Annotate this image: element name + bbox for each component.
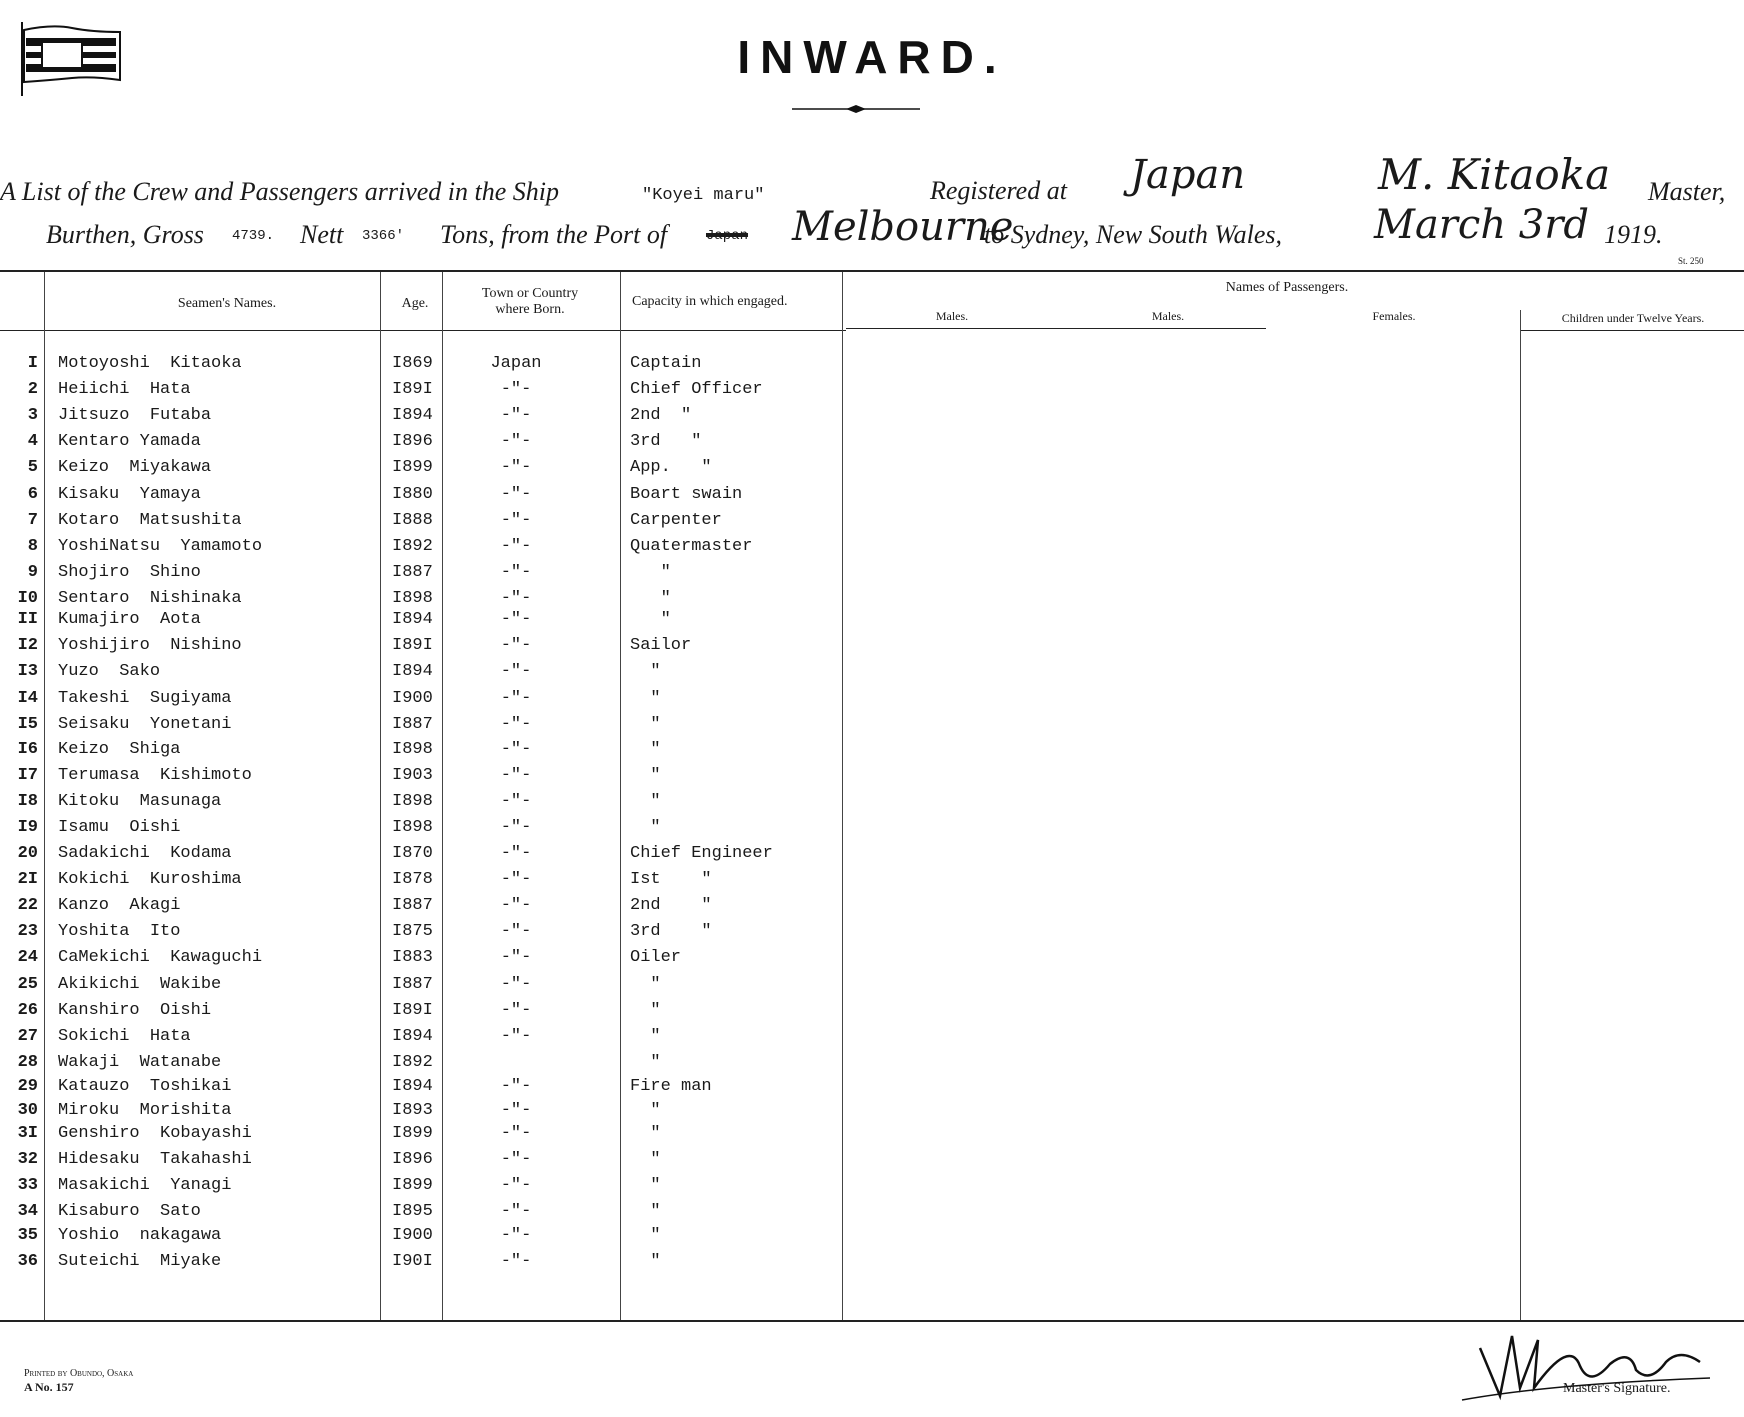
crew-capacity: App. " [630,458,712,477]
crew-capacity: Carpenter [630,511,722,530]
burthen-label: Burthen, Gross [46,220,204,249]
crew-number: I2 [17,636,38,655]
col-children: Children under Twelve Years. [1561,311,1705,325]
arrival-year: 1919. [1604,220,1663,249]
crew-birth-year: I893 [392,1101,433,1120]
col-capacity: Capacity in which engaged. [632,294,788,309]
nett-label: Nett [300,220,344,249]
crew-birth-year: I896 [392,432,433,451]
crew-capacity: Chief Officer [630,380,763,399]
crew-name: Seisaku Yonetani [58,715,232,734]
crew-name: Sadakichi Kodama [58,844,232,863]
crew-birthplace: -"- [500,1124,532,1143]
crew-name: Masakichi Yanagi [58,1176,232,1195]
crew-number: 29 [17,1077,38,1096]
col-rule-4 [620,272,621,1320]
crew-name: Kanshiro Oishi [58,1001,212,1020]
crew-capacity: Ist " [630,870,712,889]
crew-capacity: " [630,1001,661,1020]
crew-number: 36 [17,1252,38,1271]
crew-birth-year: I878 [392,870,433,889]
col-rule-6 [1520,310,1521,1320]
crew-capacity: " [630,589,671,608]
crew-birthplace: -"- [500,1150,532,1169]
crew-birth-year: I892 [392,537,433,556]
crew-name: Suteichi Miyake [58,1252,222,1271]
nett-tons: 3366' [362,228,405,244]
crew-number: 7 [27,511,38,530]
crew-capacity: Boart swain [630,485,743,504]
crew-birthplace: -"- [500,563,532,582]
crew-name: Wakaji Watanabe [58,1053,222,1072]
crew-name: Isamu Oishi [58,818,181,837]
crew-birth-year: I894 [392,610,433,629]
crew-number: I [27,354,38,373]
crew-capacity: " [630,792,661,811]
col-seamen-names: Seamen's Names. [177,296,277,311]
crew-number: 3I [17,1124,38,1143]
crew-number: 25 [17,975,38,994]
crew-number: I0 [17,589,38,608]
crew-birthplace: -"- [500,1252,532,1271]
crew-birth-year: I900 [392,1226,433,1245]
master-name: M. Kitaoka [1378,150,1611,199]
crew-name: Hidesaku Takahashi [58,1150,252,1169]
crew-capacity: Sailor [630,636,692,655]
crew-name: Terumasa Kishimoto [58,766,252,785]
crew-birth-year: I898 [392,818,433,837]
header-line1-prefix: A List of the Crew and Passengers arrived in the Ship [0,177,559,206]
crew-birth-year: I89I [392,636,433,655]
crew-birth-year: I894 [392,662,433,681]
crew-birth-year: I870 [392,844,433,863]
crew-birth-year: I89I [392,1001,433,1020]
crew-name: Miroku Morishita [58,1101,232,1120]
header-top-rule [0,270,1744,272]
crew-capacity: " [630,715,661,734]
registered-label: Registered at [930,176,1067,205]
col-rule-5 [842,272,843,1320]
crew-number: 2I [17,870,38,889]
crew-birthplace: -"- [500,1202,532,1221]
crew-number: 8 [27,537,38,556]
crew-capacity: " [630,689,661,708]
crew-name: Keizo Shiga [58,740,181,759]
crew-birth-year: I898 [392,792,433,811]
to-sydney-label: to Sydney, New South Wales, [984,220,1283,249]
crew-birth-year: I899 [392,1176,433,1195]
crew-capacity: " [630,1150,661,1169]
crew-birthplace: -"- [500,1226,532,1245]
crew-birthplace: -"- [500,1101,532,1120]
crew-birth-year: I898 [392,740,433,759]
crew-name: Kisaku Yamaya [58,485,201,504]
page-title: INWARD. [737,31,1007,83]
printer-imprint: Printed by Obundo, Osaka [24,1368,134,1379]
crew-birth-year: I894 [392,406,433,425]
gross-tons: 4739. [232,228,275,244]
title-ornament [792,104,920,114]
crew-number: 2 [27,380,38,399]
crew-birthplace: -"- [500,432,532,451]
crew-birthplace: -"- [500,792,532,811]
crew-capacity: " [630,610,671,629]
arrival-date: March 3rd [1374,202,1589,248]
crew-capacity: " [630,1176,661,1195]
crew-birthplace: -"- [500,1027,532,1046]
crew-birthplace: -"- [500,1077,532,1096]
crew-birthplace: -"- [500,870,532,889]
crew-name: Shojiro Shino [58,563,201,582]
crew-birth-year: I869 [392,354,433,373]
crew-capacity: " [630,818,661,837]
crew-birth-year: I896 [392,1150,433,1169]
crew-birth-year: I900 [392,689,433,708]
crew-name: Takeshi Sugiyama [58,689,232,708]
crew-number: 28 [17,1053,38,1072]
crew-birth-year: I887 [392,896,433,915]
crew-name: Yoshijiro Nishino [58,636,242,655]
crew-capacity: " [630,740,661,759]
crew-birth-year: I887 [392,563,433,582]
crew-number: I7 [17,766,38,785]
crew-birthplace: -"- [500,948,532,967]
crew-birthplace: -"- [500,537,532,556]
crew-birthplace: -"- [500,975,532,994]
crew-capacity: 2nd " [630,896,712,915]
crew-name: Kentaro Yamada [58,432,201,451]
crew-number: 5 [27,458,38,477]
crew-birthplace: -"- [500,636,532,655]
passenger-subrule-2 [1520,330,1744,331]
crew-capacity: " [630,766,661,785]
col-rule-3 [442,272,443,1320]
crew-name: Keizo Miyakawa [58,458,212,477]
crew-number: 26 [17,1001,38,1020]
col-rule-2 [380,272,381,1320]
crew-birth-year: I89I [392,380,433,399]
crew-number: 23 [17,922,38,941]
crew-birth-year: I880 [392,485,433,504]
passenger-subrule-1 [846,328,1266,329]
crew-name: Kotaro Matsushita [58,511,242,530]
crew-number: 30 [17,1101,38,1120]
crew-birthplace: -"- [500,689,532,708]
crew-number: I5 [17,715,38,734]
crew-capacity: " [630,1053,661,1072]
crew-name: Akikichi Wakibe [58,975,222,994]
col-females: Females. [1372,309,1416,323]
crew-number: I6 [17,740,38,759]
crew-number: II [17,610,38,629]
crew-birthplace: -"- [500,1001,532,1020]
crew-birthplace: -"- [500,818,532,837]
port-name: Melbourne [792,204,1014,250]
crew-birthplace: -"- [500,458,532,477]
crew-capacity: Quatermaster [630,537,753,556]
crew-name: Sokichi Hata [58,1027,191,1046]
crew-birth-year: I895 [392,1202,433,1221]
crew-birthplace: -"- [500,844,532,863]
crew-birthplace: -"- [500,589,532,608]
crew-capacity: " [630,1202,661,1221]
form-number: A No. 157 [24,1380,74,1394]
crew-name: Yuzo Sako [58,662,161,681]
crew-number: I3 [17,662,38,681]
crew-capacity: 3rd " [630,922,712,941]
crew-birthplace: Japan [490,354,542,373]
crew-number: I9 [17,818,38,837]
crew-birthplace: -"- [500,715,532,734]
crew-capacity: Oiler [630,948,682,967]
col-passengers: Names of Passengers. [1225,280,1349,295]
crew-number: 24 [17,948,38,967]
crew-birthplace: -"- [500,406,532,425]
crew-birthplace: -"- [500,511,532,530]
crew-capacity: " [630,1027,661,1046]
crew-birthplace: -"- [500,485,532,504]
crew-number: I4 [17,689,38,708]
crew-birth-year: I903 [392,766,433,785]
crew-birthplace: -"- [500,1176,532,1195]
crew-capacity: 3rd " [630,432,702,451]
crew-name: YoshiNatsu Yamamoto [58,537,263,556]
crew-name: Katauzo Toshikai [58,1077,232,1096]
registered-place: Japan [1130,152,1246,198]
crew-birth-year: I894 [392,1077,433,1096]
struck-port: Japan [706,228,749,244]
crew-name: Jitsuzo Futaba [58,406,212,425]
crew-birthplace: -"- [500,662,532,681]
col-rule-1 [44,272,45,1320]
col-age: Age. [401,296,429,311]
signature-label: Master's Signature. [1563,1381,1671,1396]
crew-number: 9 [27,563,38,582]
crew-number: 4 [27,432,38,451]
crew-birth-year: I883 [392,948,433,967]
crew-capacity: " [630,662,661,681]
crew-capacity: Chief Engineer [630,844,773,863]
crew-birth-year: I887 [392,715,433,734]
crew-birthplace: -"- [500,766,532,785]
crew-birth-year: I875 [392,922,433,941]
crew-name: Kitoku Masunaga [58,792,222,811]
crew-capacity: " [630,1124,661,1143]
crew-name: Motoyoshi Kitaoka [58,354,242,373]
crew-name: Yoshio nakagawa [58,1226,222,1245]
crew-name: Kisaburo Sato [58,1202,201,1221]
crew-number: 34 [17,1202,38,1221]
crew-capacity: 2nd " [630,406,692,425]
crew-birthplace: -"- [500,380,532,399]
crew-number: 6 [27,485,38,504]
crew-number: 3 [27,406,38,425]
crew-number: I8 [17,792,38,811]
crew-birth-year: I894 [392,1027,433,1046]
crew-birthplace: -"- [500,610,532,629]
crew-birth-year: I892 [392,1053,433,1072]
crew-birth-year: I899 [392,1124,433,1143]
crew-number: 20 [17,844,38,863]
header-bottom-rule [0,330,846,331]
crew-capacity: Fire man [630,1077,712,1096]
crew-number: 27 [17,1027,38,1046]
master-label: Master, [1648,177,1726,206]
tons-from-label: Tons, from the Port of [440,220,668,249]
crew-birth-year: I888 [392,511,433,530]
crew-capacity: " [630,975,661,994]
crew-name: Heiichi Hata [58,380,191,399]
crew-name: Sentaro Nishinaka [58,589,242,608]
crew-birth-year: I899 [392,458,433,477]
crew-name: CaMekichi Kawaguchi [58,948,263,967]
crew-capacity: " [630,1252,661,1271]
crew-number: 22 [17,896,38,915]
crew-number: 32 [17,1150,38,1169]
crew-capacity: " [630,563,671,582]
crew-name: Genshiro Kobayashi [58,1124,252,1143]
crew-birth-year: I898 [392,589,433,608]
crew-name: Kanzo Akagi [58,896,181,915]
crew-birthplace: -"- [500,922,532,941]
crew-birthplace: -"- [500,896,532,915]
crew-name: Kumajiro Aota [58,610,201,629]
ship-name: "Koyei maru" [642,186,765,205]
col-males-1: Males. [935,309,969,323]
form-code: St. 250 [1678,256,1704,266]
col-town: Town or Country where Born. [481,286,579,317]
crew-number: 33 [17,1176,38,1195]
crew-capacity: " [630,1101,661,1120]
crew-birth-year: I887 [392,975,433,994]
col-males-2: Males. [1151,309,1185,323]
crew-name: Kokichi Kuroshima [58,870,242,889]
crew-capacity: Captain [630,354,702,373]
crew-number: 35 [17,1226,38,1245]
crew-birthplace: -"- [500,740,532,759]
crew-name: Yoshita Ito [58,922,181,941]
crew-capacity: " [630,1226,661,1245]
crew-birth-year: I90I [392,1252,433,1271]
